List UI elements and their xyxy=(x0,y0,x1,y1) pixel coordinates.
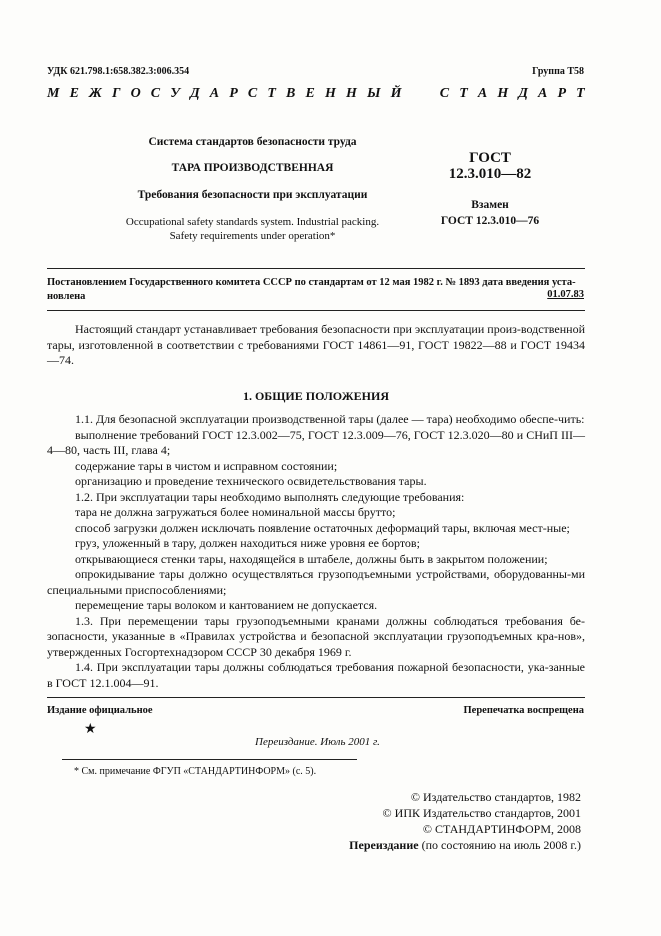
heading-letter: Т xyxy=(459,86,468,101)
divider-top xyxy=(47,268,585,269)
list-item: выполнение требований ГОСТ 12.3.002—75, ГОСТ 12.3.009—76, ГОСТ 12.3.020—80 и СНиП III—4—80, часть III, глава 4; xyxy=(47,427,585,457)
copyright-1982: © Издательство стандартов, 1982 xyxy=(410,790,581,804)
heading-letter: Н xyxy=(324,86,336,101)
heading-letter: А xyxy=(477,86,488,101)
heading-letter: Е xyxy=(305,86,315,101)
list-item: содержание тары в чистом и исправном состоянии; xyxy=(75,458,338,473)
reprint-prohibited: Перепечатка воспрещена xyxy=(463,705,584,716)
heading-letter: Т xyxy=(576,86,585,101)
heading-letter: В xyxy=(286,86,296,101)
heading-letter: С xyxy=(247,86,258,101)
heading-letter: Р xyxy=(557,86,567,101)
english-title-line1: Occupational safety standards system. Industrial packing. xyxy=(125,216,380,228)
gost-number: 12.3.010—82 xyxy=(448,166,532,182)
heading-letter: Н xyxy=(345,86,357,101)
reissue-statement xyxy=(349,838,581,853)
decree-line1: Постановлением Государственного комитета СССР по стандартам от 12 мая 1982 г. № 1893 дата введения уста- xyxy=(47,277,576,288)
heading-gap xyxy=(412,86,430,102)
replaces-number: ГОСТ 12.3.010—76 xyxy=(440,215,540,227)
paragraph-1-3: 1.3. При перемещении тары грузоподъемными кранами должны соблюдаться требования бе-зопасности, указанные в «Правилах устройства и безопасной эксплуатации грузоподъемных кра-нов», утвержденных Госгортехнадзором СССР 30 декабря 1969 г. xyxy=(47,613,585,659)
heading-letter: Ж xyxy=(89,86,102,101)
copyright-2008: © СТАНДАРТИНФОРМ, 2008 xyxy=(422,822,581,836)
divider-decree xyxy=(47,310,585,311)
list-item: способ загрузки должен исключать появление остаточных деформаций тары, включая мест-ные; xyxy=(75,520,570,535)
heading-letter: А xyxy=(209,86,220,101)
list-item: перемещение тары волоком и кантованием не допускается. xyxy=(75,598,378,612)
footnote: * См. примечание ФГУП «СТАНДАРТИНФОРМ» (с. 5). xyxy=(74,766,317,777)
heading-letter: А xyxy=(538,86,548,101)
heading-letter: Т xyxy=(267,86,276,101)
heading-letter: Р xyxy=(229,86,238,101)
replaces-label: Взамен xyxy=(471,199,509,211)
section-title: 1. ОБЩИЕ ПОЛОЖЕНИЯ xyxy=(242,389,390,403)
effective-date: 01.07.83 xyxy=(547,289,584,300)
list-item: груз, уложенный в тару, должен находиться ниже уровня ее бортов; xyxy=(75,536,420,550)
section-body xyxy=(47,412,585,691)
heading-letter: Д xyxy=(190,86,200,101)
footnote-divider xyxy=(62,759,357,760)
heading-letter: С xyxy=(439,86,450,101)
heading-letter: Й xyxy=(390,86,402,101)
interstate-standard-heading xyxy=(47,86,585,102)
heading-letter: Д xyxy=(518,86,528,101)
paragraph-1-2: 1.2. При эксплуатации тары необходимо выполнять следующие требования: xyxy=(75,489,465,504)
heading-letter: О xyxy=(130,86,141,101)
heading-letter: М xyxy=(47,86,60,101)
heading-letter: Е xyxy=(69,86,79,101)
english-title-line2: Safety requirements under operation* xyxy=(169,230,336,242)
document-name: ТАРА ПРОИЗВОДСТВЕННАЯ xyxy=(171,162,334,174)
official-edition: Издание официальное xyxy=(47,705,153,716)
udk-code: УДК 621.798.1:658.382.3:006.354 xyxy=(47,66,190,77)
heading-letter: Ы xyxy=(366,86,381,101)
heading-letter: У xyxy=(170,86,180,101)
decree-text xyxy=(47,276,585,304)
paragraph-1-1: 1.1. Для безопасной эксплуатации производственной тары (далее — тара) необходимо обеспе-чить: xyxy=(75,412,585,426)
intro-paragraph: Настоящий стандарт устанавливает требования безопасности при эксплуатации произ-водственной тары, изготовленной в соответствии с требованиями ГОСТ 14861—91, ГОСТ 19822—88 и ГОСТ 19434—74. xyxy=(47,322,585,367)
heading-letter: Г xyxy=(111,86,121,101)
list-item: опрокидывание тары должно осуществляться грузоподъемными устройствами, оборудованны-ми специальными приспособлениями; xyxy=(47,567,585,597)
paragraph-1-4: 1.4. При эксплуатации тары должны соблюдаться требования пожарной безопасности, ука-занные в ГОСТ 12.1.004—91. xyxy=(47,660,585,690)
copyright-2001: © ИПК Издательство стандартов, 2001 xyxy=(382,806,581,820)
document-subtitle: Требования безопасности при эксплуатации xyxy=(137,189,368,201)
gost-label: ГОСТ xyxy=(469,150,511,166)
reissue-state: (по состоянию на июль 2008 г.) xyxy=(421,838,581,852)
reissue-note: Переиздание. Июль 2001 г. xyxy=(255,736,380,748)
list-item: тара не должна загружаться более номинальной массы брутто; xyxy=(75,505,396,519)
group-code: Группа Т58 xyxy=(532,66,584,77)
standards-system-title: Система стандартов безопасности труда xyxy=(148,136,357,148)
list-item: открывающиеся стенки тары, находящейся в штабеле, должны быть в закрытом положении; xyxy=(75,551,548,566)
star-icon: ★ xyxy=(84,722,97,737)
list-item: организацию и проведение технического освидетельствования тары. xyxy=(75,474,427,488)
heading-letter: С xyxy=(150,86,161,101)
heading-letter: Н xyxy=(497,86,509,101)
decree-line2: новлена xyxy=(47,291,86,302)
divider-footer xyxy=(47,697,585,698)
reissue-label: Переиздание xyxy=(349,838,419,852)
